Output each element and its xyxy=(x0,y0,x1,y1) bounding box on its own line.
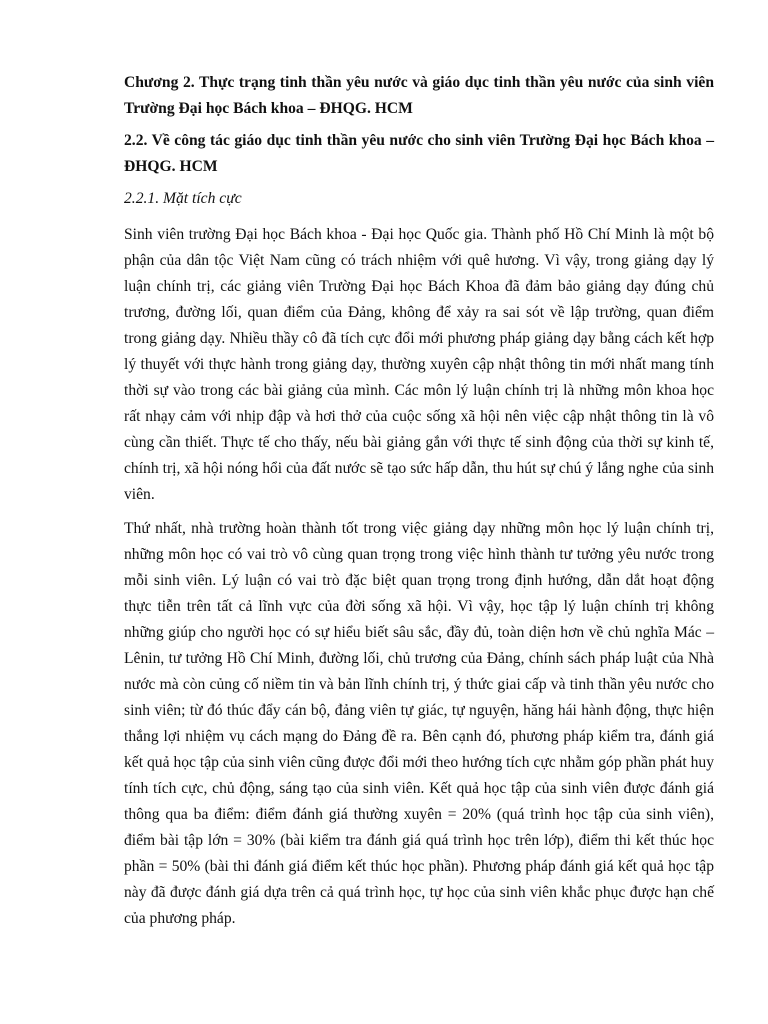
paragraph-1: Sinh viên trường Đại học Bách khoa - Đại học Quốc gia. Thành phố Hồ Chí Minh là một bộ phận của dân tộc Việt Nam cũng có trách nhiệm với quê hương. Vì vậy, trong giảng dạy lý luận chính trị, các giảng viên Trường Đại học Bách Khoa đã đảm bảo giảng dạy đúng chủ trương, đường lối, quan điểm của Đảng, không để xảy ra sai sót về lập trường, quan điểm trong giảng dạy. Nhiều thầy cô đã tích cực đổi mới phương pháp giảng dạy bằng cách kết hợp lý thuyết với thực hành trong giảng dạy, thường xuyên cập nhật thông tin mới nhất mang tính thời sự vào trong các bài giảng của mình. Các môn lý luận chính trị là những môn khoa học rất nhạy cảm với nhịp đập và hơi thở của cuộc sống xã hội nên việc cập nhật thông tin là vô cùng cần thiết. Thực tế cho thấy, nếu bài giảng gắn với thực tế sinh động của thời sự kinh tế, chính trị, xã hội nóng hổi của đất nước sẽ tạo sức hấp dẫn, thu hút sự chú ý lắng nghe của sinh viên. xyxy=(124,226,714,503)
chapter-title: Chương 2. Thực trạng tinh thần yêu nước và giáo dục tinh thần yêu nước của sinh viên Trường Đại học Bách khoa – ĐHQG. HCM xyxy=(124,74,714,117)
paragraph-2: Thứ nhất, nhà trường hoàn thành tốt trong việc giảng dạy những môn học lý luận chính trị, những môn học có vai trò vô cùng quan trọng trong việc hình thành tư tưởng yêu nước trong mỗi sinh viên. Lý luận có vai trò đặc biệt quan trọng trong định hướng, dẫn dắt hoạt động thực tiễn trên tất cả lĩnh vực của đời sống xã hội. Vì vậy, học tập lý luận chính trị không những giúp cho người học có sự hiểu biết sâu sắc, đầy đủ, toàn diện hơn về chủ nghĩa Mác – Lênin, tư tưởng Hồ Chí Minh, đường lối, chủ trương của Đảng, chính sách pháp luật của Nhà nước mà còn củng cố niềm tin và bản lĩnh chính trị, ý thức giai cấp và tinh thần yêu nước cho sinh viên; từ đó thúc đẩy cán bộ, đảng viên tự giác, tự nguyện, hăng hái hành động, thực hiện thắng lợi nhiệm vụ cách mạng do Đảng đề ra. Bên cạnh đó, phương pháp kiểm tra, đánh giá kết quả học tập của sinh viên cũng được đổi mới theo hướng tích cực nhằm góp phần phát huy tính tích cực, chủ động, sáng tạo của sinh viên. Kết quả học tập của sinh viên được đánh giá thông qua ba điểm: điểm đánh giá thường xuyên = 20% (quá trình học tập của sinh viên), điểm bài tập lớn = 30% (bài kiểm tra đánh giá quá trình học trên lớp), điểm thi kết thúc học phần = 50% (bài thi đánh giá điểm kết thúc học phần). Phương pháp đánh giá kết quả học tập này đã được đánh giá dựa trên cả quá trình học, tự học của sinh viên khắc phục được hạn chế của phương pháp. xyxy=(124,520,714,927)
subsection-title: 2.2.1. Mặt tích cực xyxy=(124,190,242,207)
section-title: 2.2. Về công tác giáo dục tinh thần yêu nước cho sinh viên Trường Đại học Bách khoa – ĐHQG. HCM xyxy=(124,132,714,175)
document-page xyxy=(124,70,714,940)
